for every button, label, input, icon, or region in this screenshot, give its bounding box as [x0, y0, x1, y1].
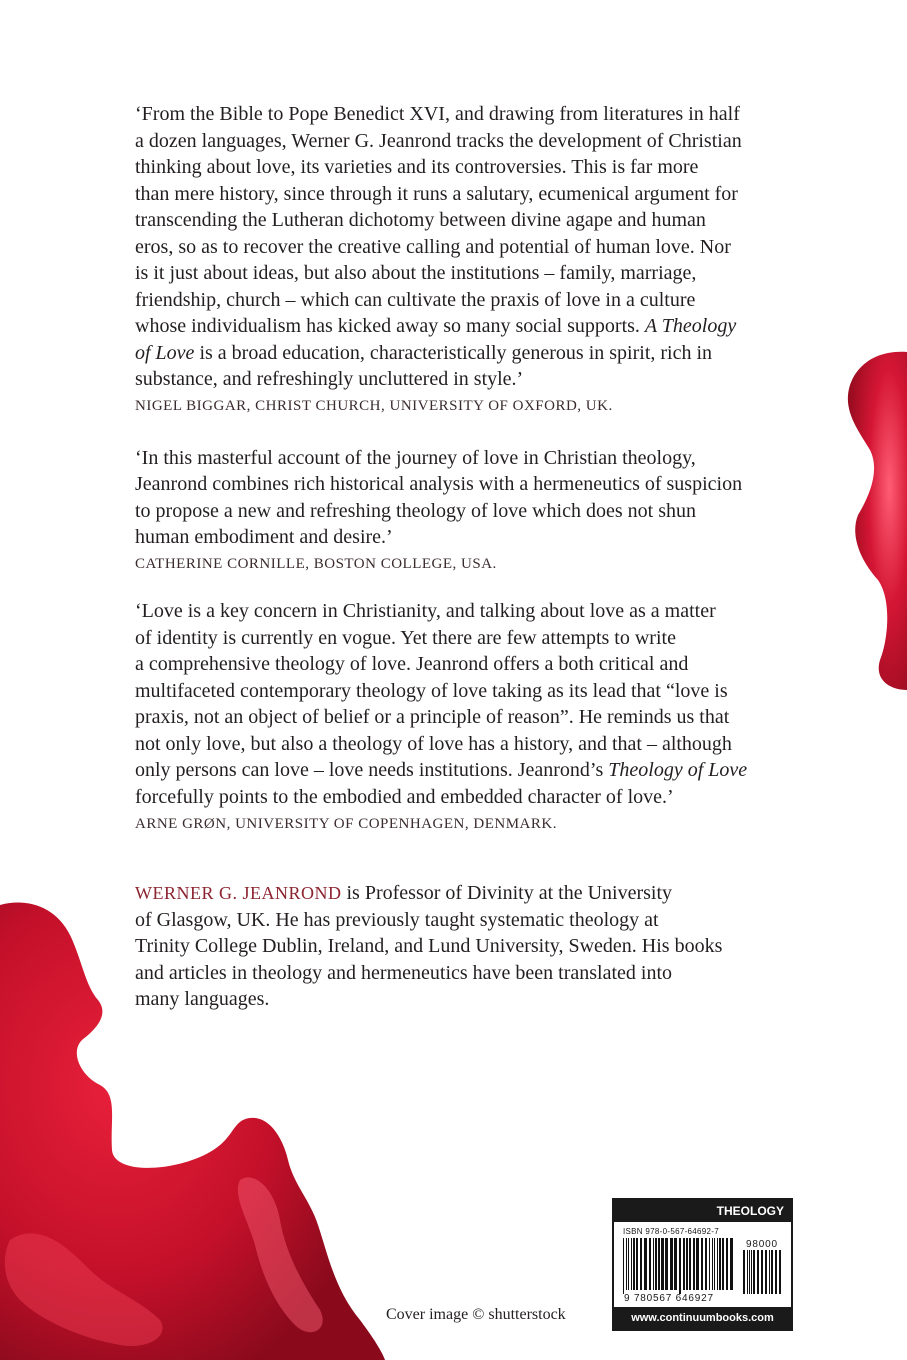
- quote-line: ‘In this masterful account of the journey of love in Christian theology,: [135, 447, 696, 469]
- barcode-bar: [655, 1238, 657, 1290]
- barcode-bar: [696, 1238, 699, 1290]
- quote-line: praxis, not an object of belief or a principle of reason”. He reminds us that: [135, 706, 730, 728]
- barcode-addon-bar: [775, 1250, 777, 1294]
- bio-text: is Professor of Divinity at the University: [341, 882, 673, 904]
- barcode-bar: [649, 1238, 651, 1290]
- quote-attribution: CATHERINE CORNILLE, BOSTON COLLEGE, USA.: [135, 556, 497, 572]
- barcode-bar: [726, 1238, 728, 1290]
- quote-line: substance, and refreshingly uncluttered in style.’: [135, 368, 524, 390]
- quote-attribution: NIGEL BIGGAR, CHRIST CHURCH, UNIVERSITY OF OXFORD, UK.: [135, 398, 613, 414]
- barcode-addon-bar: [753, 1250, 755, 1294]
- quote-text: is a broad education, characteristically generous in spirit, rich in: [194, 342, 713, 364]
- barcode-bar: [653, 1238, 654, 1290]
- barcode-bar: [623, 1238, 624, 1294]
- barcode-bar: [722, 1238, 724, 1290]
- barcode-bar: [686, 1238, 688, 1290]
- barcode-bar: [714, 1238, 715, 1290]
- quote-line: thinking about love, its varieties and its controversies. This is far more: [135, 156, 699, 178]
- barcode-addon-bar: [757, 1250, 759, 1294]
- barcode-addon-bar: [771, 1250, 773, 1294]
- book-title-italic: A Theology: [644, 315, 737, 337]
- barcode-bar: [644, 1238, 647, 1290]
- publisher-website: www.continuumbooks.com: [614, 1307, 791, 1329]
- quote-line: to propose a new and refreshing theology of love which does not shun: [135, 500, 696, 522]
- barcode-bar: [628, 1238, 629, 1290]
- category-label: THEOLOGY: [614, 1200, 791, 1222]
- barcode-bar: [683, 1238, 685, 1290]
- price-code: 98000: [746, 1239, 778, 1250]
- author-name: WERNER G. JEANROND: [135, 883, 342, 903]
- barcode-bar: [712, 1238, 713, 1290]
- quote-line: friendship, church – which can cultivate the praxis of love in a culture: [135, 289, 696, 311]
- quote-line: [135, 757, 747, 784]
- quote-text: only persons can love – love needs institutions. Jeanrond’s: [135, 759, 604, 781]
- barcode-addon-bar: [765, 1250, 767, 1294]
- quote-line: is it just about ideas, but also about the institutions – family, marriage,: [135, 262, 697, 284]
- quote-line: than mere history, since through it runs a salutary, ecumenical argument for: [135, 183, 738, 205]
- book-title-italic: Theology of Love: [608, 759, 748, 781]
- barcode-addon-bar: [769, 1250, 770, 1294]
- bio-line: [135, 880, 672, 907]
- bio-line: many languages.: [135, 988, 270, 1010]
- quote-line: eros, so as to recover the creative calling and potential of human love. Nor: [135, 236, 731, 258]
- barcode-addon-bar: [779, 1250, 781, 1294]
- barcode-bar: [626, 1238, 627, 1290]
- barcode-bar: [631, 1238, 632, 1290]
- quote-line: a comprehensive theology of love. Jeanrond offers a both critical and: [135, 653, 689, 675]
- barcode-bar: [674, 1238, 677, 1290]
- quote-line: Jeanrond combines rich historical analysis with a hermeneutics of suspicion: [135, 473, 743, 495]
- quote-attribution: ARNE GRØN, UNIVERSITY OF COPENHAGEN, DENMARK.: [135, 816, 557, 832]
- barcode-bar: [640, 1238, 642, 1290]
- barcode-bar: [670, 1238, 673, 1290]
- quote-line: forcefully points to the embodied and embedded character of love.’: [135, 786, 674, 808]
- quote-line: [135, 340, 712, 367]
- barcode-addon-bar: [747, 1250, 748, 1294]
- quote-line: transcending the Lutheran dichotomy between divine agape and human: [135, 209, 706, 231]
- barcode-bar: [658, 1238, 660, 1290]
- quote-line: ‘Love is a key concern in Christianity, and talking about love as a matter: [135, 600, 716, 622]
- quote-line: ‘From the Bible to Pope Benedict XVI, and drawing from literatures in half: [135, 103, 740, 125]
- barcode-bar: [633, 1238, 635, 1290]
- barcode-bar: [701, 1238, 703, 1290]
- barcode-bar: [717, 1238, 718, 1290]
- quote-line: multifaceted contemporary theology of love taking as its lead that “love is: [135, 680, 728, 702]
- barcode-addon-bar: [761, 1250, 763, 1294]
- barcode-bar: [693, 1238, 695, 1290]
- isbn-text: ISBN 978-0-567-64692-7: [623, 1227, 719, 1236]
- barcode-bar: [709, 1238, 710, 1290]
- quote-line: not only love, but also a theology of love has a history, and that – although: [135, 733, 732, 755]
- book-title-italic: of Love: [135, 342, 195, 364]
- barcode-addon-bar: [751, 1250, 752, 1294]
- barcode-bar: [665, 1238, 668, 1290]
- barcode-bar: [730, 1238, 733, 1290]
- quote-line: human embodiment and desire.’: [135, 526, 393, 548]
- barcode-digits: 9 780567 646927: [624, 1293, 714, 1304]
- bio-line: Trinity College Dublin, Ireland, and Lund University, Sweden. His books: [135, 935, 723, 957]
- barcode-panel: [612, 1198, 793, 1331]
- quote-text: whose individualism has kicked away so many social supports.: [135, 315, 640, 337]
- barcode-bar: [689, 1238, 691, 1290]
- barcode-addon-bar: [743, 1250, 745, 1294]
- cover-image-credit: Cover image © shutterstock: [386, 1306, 566, 1323]
- barcode-bar: [719, 1238, 721, 1290]
- bio-line: of Glasgow, UK. He has previously taught systematic theology at: [135, 909, 659, 931]
- quote-line: a dozen languages, Werner G. Jeanrond tracks the development of Christian: [135, 130, 742, 152]
- quote-line: of identity is currently en vogue. Yet there are few attempts to write: [135, 627, 676, 649]
- barcode-bar: [705, 1238, 707, 1290]
- barcode-bar: [661, 1238, 664, 1290]
- barcode-addon-bar: [749, 1250, 750, 1294]
- barcode-bar: [636, 1238, 638, 1290]
- bio-line: and articles in theology and hermeneutics have been translated into: [135, 962, 673, 984]
- barcode-bar: [679, 1238, 681, 1294]
- quote-line: [135, 313, 736, 340]
